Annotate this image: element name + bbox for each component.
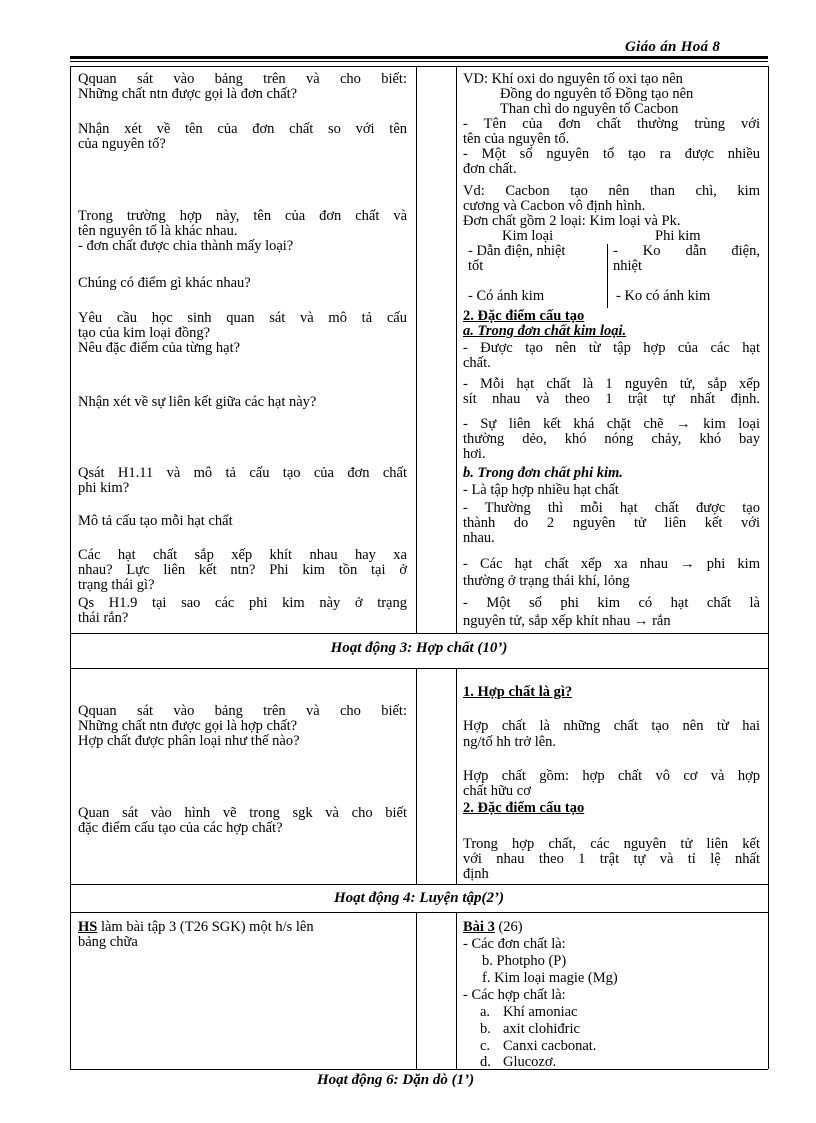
a4-right-compound-a-marker: a. <box>480 1004 491 1020</box>
compare-nonmetal-head: Phi kim <box>655 228 701 244</box>
structure-metal-heading: a. Trong đơn chất kim loại. <box>463 323 627 339</box>
a4-right-compounds: - Các hợp chất là: <box>463 987 566 1003</box>
left-question-1b: Những chất ntn được gọi là đơn chất? <box>78 86 298 102</box>
structure-nonmetal-2c: nhau. <box>463 530 495 546</box>
table-border-left <box>70 66 71 1069</box>
a3-left-1b: Những chất ntn được gọi là hợp chất? <box>78 718 298 734</box>
right-example-1: VD: Khí oxi do nguyên tố oxi tạo nên <box>463 71 683 87</box>
left-question-7: Nhận xét về sự liên kết giữa các hạt này? <box>78 394 317 410</box>
left-question-11b: thái rắn? <box>78 610 129 626</box>
a3-right-heading-1: 1. Hợp chất là gì? <box>463 684 573 700</box>
a4-left-1 <box>78 920 314 935</box>
compare-metal-1: - Dẫn điện, nhiệt <box>468 243 566 259</box>
a4-left-2: bảng chữa <box>78 934 138 950</box>
right-point-1b: tên của nguyên tố. <box>463 131 570 147</box>
structure-heading: 2. Đặc điểm cấu tạo <box>463 308 585 324</box>
header-rule-thick <box>70 56 768 59</box>
table-border-right <box>768 66 769 1069</box>
structure-metal-2b: sít nhau và theo 1 trật tự nhất định. <box>463 391 760 407</box>
structure-metal-3c: hơi. <box>463 446 486 462</box>
right-point-4: Đơn chất gồm 2 loại: Kim loại và Pk. <box>463 213 681 229</box>
left-question-10a: Các hạt chất sắp xếp khít nhau hay xa <box>78 547 407 563</box>
structure-metal-2a: - Mỗi hạt chất là 1 nguyên tử, sắp xếp <box>463 376 760 392</box>
header-rule-thin <box>70 61 768 62</box>
a4-right-element-f: f. Kim loại magie (Mg) <box>482 970 618 986</box>
a4-right-compound-d-marker: d. <box>480 1054 491 1070</box>
a3-left-3a: Quan sát vào hình vẽ trong sgk và cho biết <box>78 805 407 821</box>
compare-metal-1b: tốt <box>468 258 484 274</box>
left-question-8a: Qsát H1.11 và mô tả cấu tạo của đơn chất <box>78 465 407 481</box>
a3-right-heading-2: 2. Đặc điểm cấu tạo <box>463 800 585 816</box>
right-point-3b: cương và Cacbon vô định hình. <box>463 198 646 214</box>
left-question-8b: phi kim? <box>78 480 130 496</box>
left-question-5a: Yêu cầu học sinh quan sát và mô tả cấu <box>78 310 407 326</box>
structure-nonmetal-heading: b. Trong đơn chất phi kim. <box>463 465 623 481</box>
left-question-10c: trạng thái gì? <box>78 577 155 593</box>
left-question-3: - đơn chất được chia thành mấy loại? <box>78 238 294 254</box>
structure-nonmetal-4b: nguyên tử, sắp xếp khít nhau → rắn <box>463 613 671 629</box>
a4-right-compound-d: Glucozơ. <box>503 1054 557 1070</box>
a4-right-element-b: b. Photpho (P) <box>482 953 567 969</box>
right-point-2b: đơn chất. <box>463 161 517 177</box>
page-header-title: Giáo án Hoá 8 <box>625 39 721 55</box>
left-question-4: Chúng có điểm gì khác nhau? <box>78 275 251 291</box>
compare-metal-head: Kim loại <box>502 228 554 244</box>
right-point-1a: - Tên của đơn chất thường trùng với <box>463 116 760 132</box>
a3-right-3c: định <box>463 866 489 882</box>
activity3-bottom-rule <box>70 668 768 669</box>
right-example-3: Than chì do nguyên tố Cacbon <box>500 101 679 117</box>
activity4-heading: Hoạt động 4: Luyện tập(2’) <box>334 890 504 906</box>
structure-nonmetal-1: - Là tập hợp nhiều hạt chất <box>463 482 619 498</box>
left-note-1b: tên nguyên tố là khác nhau. <box>78 223 238 239</box>
structure-metal-3b: thường dẻo, khó nóng chảy, khó bay <box>463 431 760 447</box>
compare-nonmetal-1: - Ko dẫn điện, <box>613 243 760 259</box>
left-question-1a: Qquan sát vào bảng trên và cho biết: <box>78 71 407 87</box>
structure-nonmetal-2b: thành do 2 nguyên tử liên kết với <box>463 515 760 531</box>
a4-right-compound-a: Khí amoniac <box>503 1004 578 1020</box>
left-question-2a: Nhận xét về tên của đơn chất so với tên <box>78 121 407 137</box>
a4-left-task: làm bài tập 3 (T26 SGK) một h/s lên <box>97 919 314 935</box>
structure-nonmetal-3b: thường ở trạng thái khí, lỏng <box>463 573 630 589</box>
structure-nonmetal-4a: - Một số phi kim có hạt chất là <box>463 595 760 611</box>
structure-metal-1a: - Được tạo nên từ tập hợp của các hạt <box>463 340 760 356</box>
table-divider-a <box>416 66 417 1069</box>
activity6-heading: Hoạt động 6: Dặn dò (1’) <box>317 1072 475 1088</box>
a3-right-1b: ng/tố hh trở lên. <box>463 734 557 750</box>
a3-right-2b: chất hữu cơ <box>463 783 531 799</box>
a4-right-compound-b: axit clohiđric <box>503 1021 580 1037</box>
activity4-bottom-rule <box>70 912 768 913</box>
a3-right-3a: Trong hợp chất, các nguyên tử liên kết <box>463 836 760 852</box>
compare-divider <box>607 244 608 308</box>
structure-nonmetal-3a: - Các hạt chất xếp xa nhau → phi kim <box>463 556 760 572</box>
structure-metal-1b: chất. <box>463 355 491 371</box>
a4-right-bai: Bài 3 <box>463 919 495 935</box>
a4-right-compound-c: Canxi cacbonat. <box>503 1038 597 1054</box>
a4-right-compound-b-marker: b. <box>480 1021 491 1037</box>
structure-metal-3a: - Sự liên kết khá chặt chẽ → kim loại <box>463 416 760 432</box>
right-point-3a: Vd: Cacbon tạo nên than chì, kim <box>463 183 760 199</box>
left-question-2b: của nguyên tố? <box>78 136 166 152</box>
a3-left-3b: đặc điểm cấu tạo của các hợp chất? <box>78 820 283 836</box>
right-point-2a: - Một số nguyên tố tạo ra được nhiều <box>463 146 760 162</box>
a3-right-1a: Hợp chất là những chất tạo nên từ hai <box>463 718 760 734</box>
a4-right-compound-c-marker: c. <box>480 1038 491 1054</box>
left-question-6: Nêu đặc điểm của từng hạt? <box>78 340 241 356</box>
left-question-5b: tạo của kim loại đồng? <box>78 325 211 341</box>
a4-right-title <box>463 920 523 935</box>
a3-left-2: Hợp chất được phân loại như thế nào? <box>78 733 300 749</box>
compare-metal-2: - Có ánh kim <box>468 288 545 304</box>
structure-nonmetal-2a: - Thường thì mỗi hạt chất được tạo <box>463 500 760 516</box>
left-note-1a: Trong trường hợp này, tên của đơn chất và <box>78 208 407 224</box>
a3-right-2a: Hợp chất gồm: hợp chất vô cơ và hợp <box>463 768 760 784</box>
a4-right-elements: - Các đơn chất là: <box>463 936 566 952</box>
table-border-bottom <box>70 1069 768 1070</box>
table-divider-b <box>456 66 457 1069</box>
a3-right-3b: với nhau theo 1 trật tự và tỉ lệ nhất <box>463 851 760 867</box>
a4-left-hs: HS <box>78 919 98 935</box>
left-question-11a: Qs H1.9 tại sao các phi kim này ở trạng <box>78 595 407 611</box>
compare-nonmetal-2: - Ko có ánh kim <box>616 288 711 304</box>
a3-left-1a: Qquan sát vào bảng trên và cho biết: <box>78 703 407 719</box>
compare-nonmetal-1b: nhiệt <box>613 258 642 274</box>
right-example-2: Đồng do nguyên tố Đồng tạo nên <box>500 86 694 102</box>
activity3-heading: Hoạt động 3: Hợp chất (10’) <box>330 640 508 656</box>
a4-right-page: (26) <box>494 919 523 935</box>
left-question-9: Mô tả cấu tạo mỗi hạt chất <box>78 513 233 529</box>
table-border-top <box>70 66 768 67</box>
left-question-10b: nhau? Lực liên kết ntn? Phi kim tồn tại ở <box>78 562 407 578</box>
